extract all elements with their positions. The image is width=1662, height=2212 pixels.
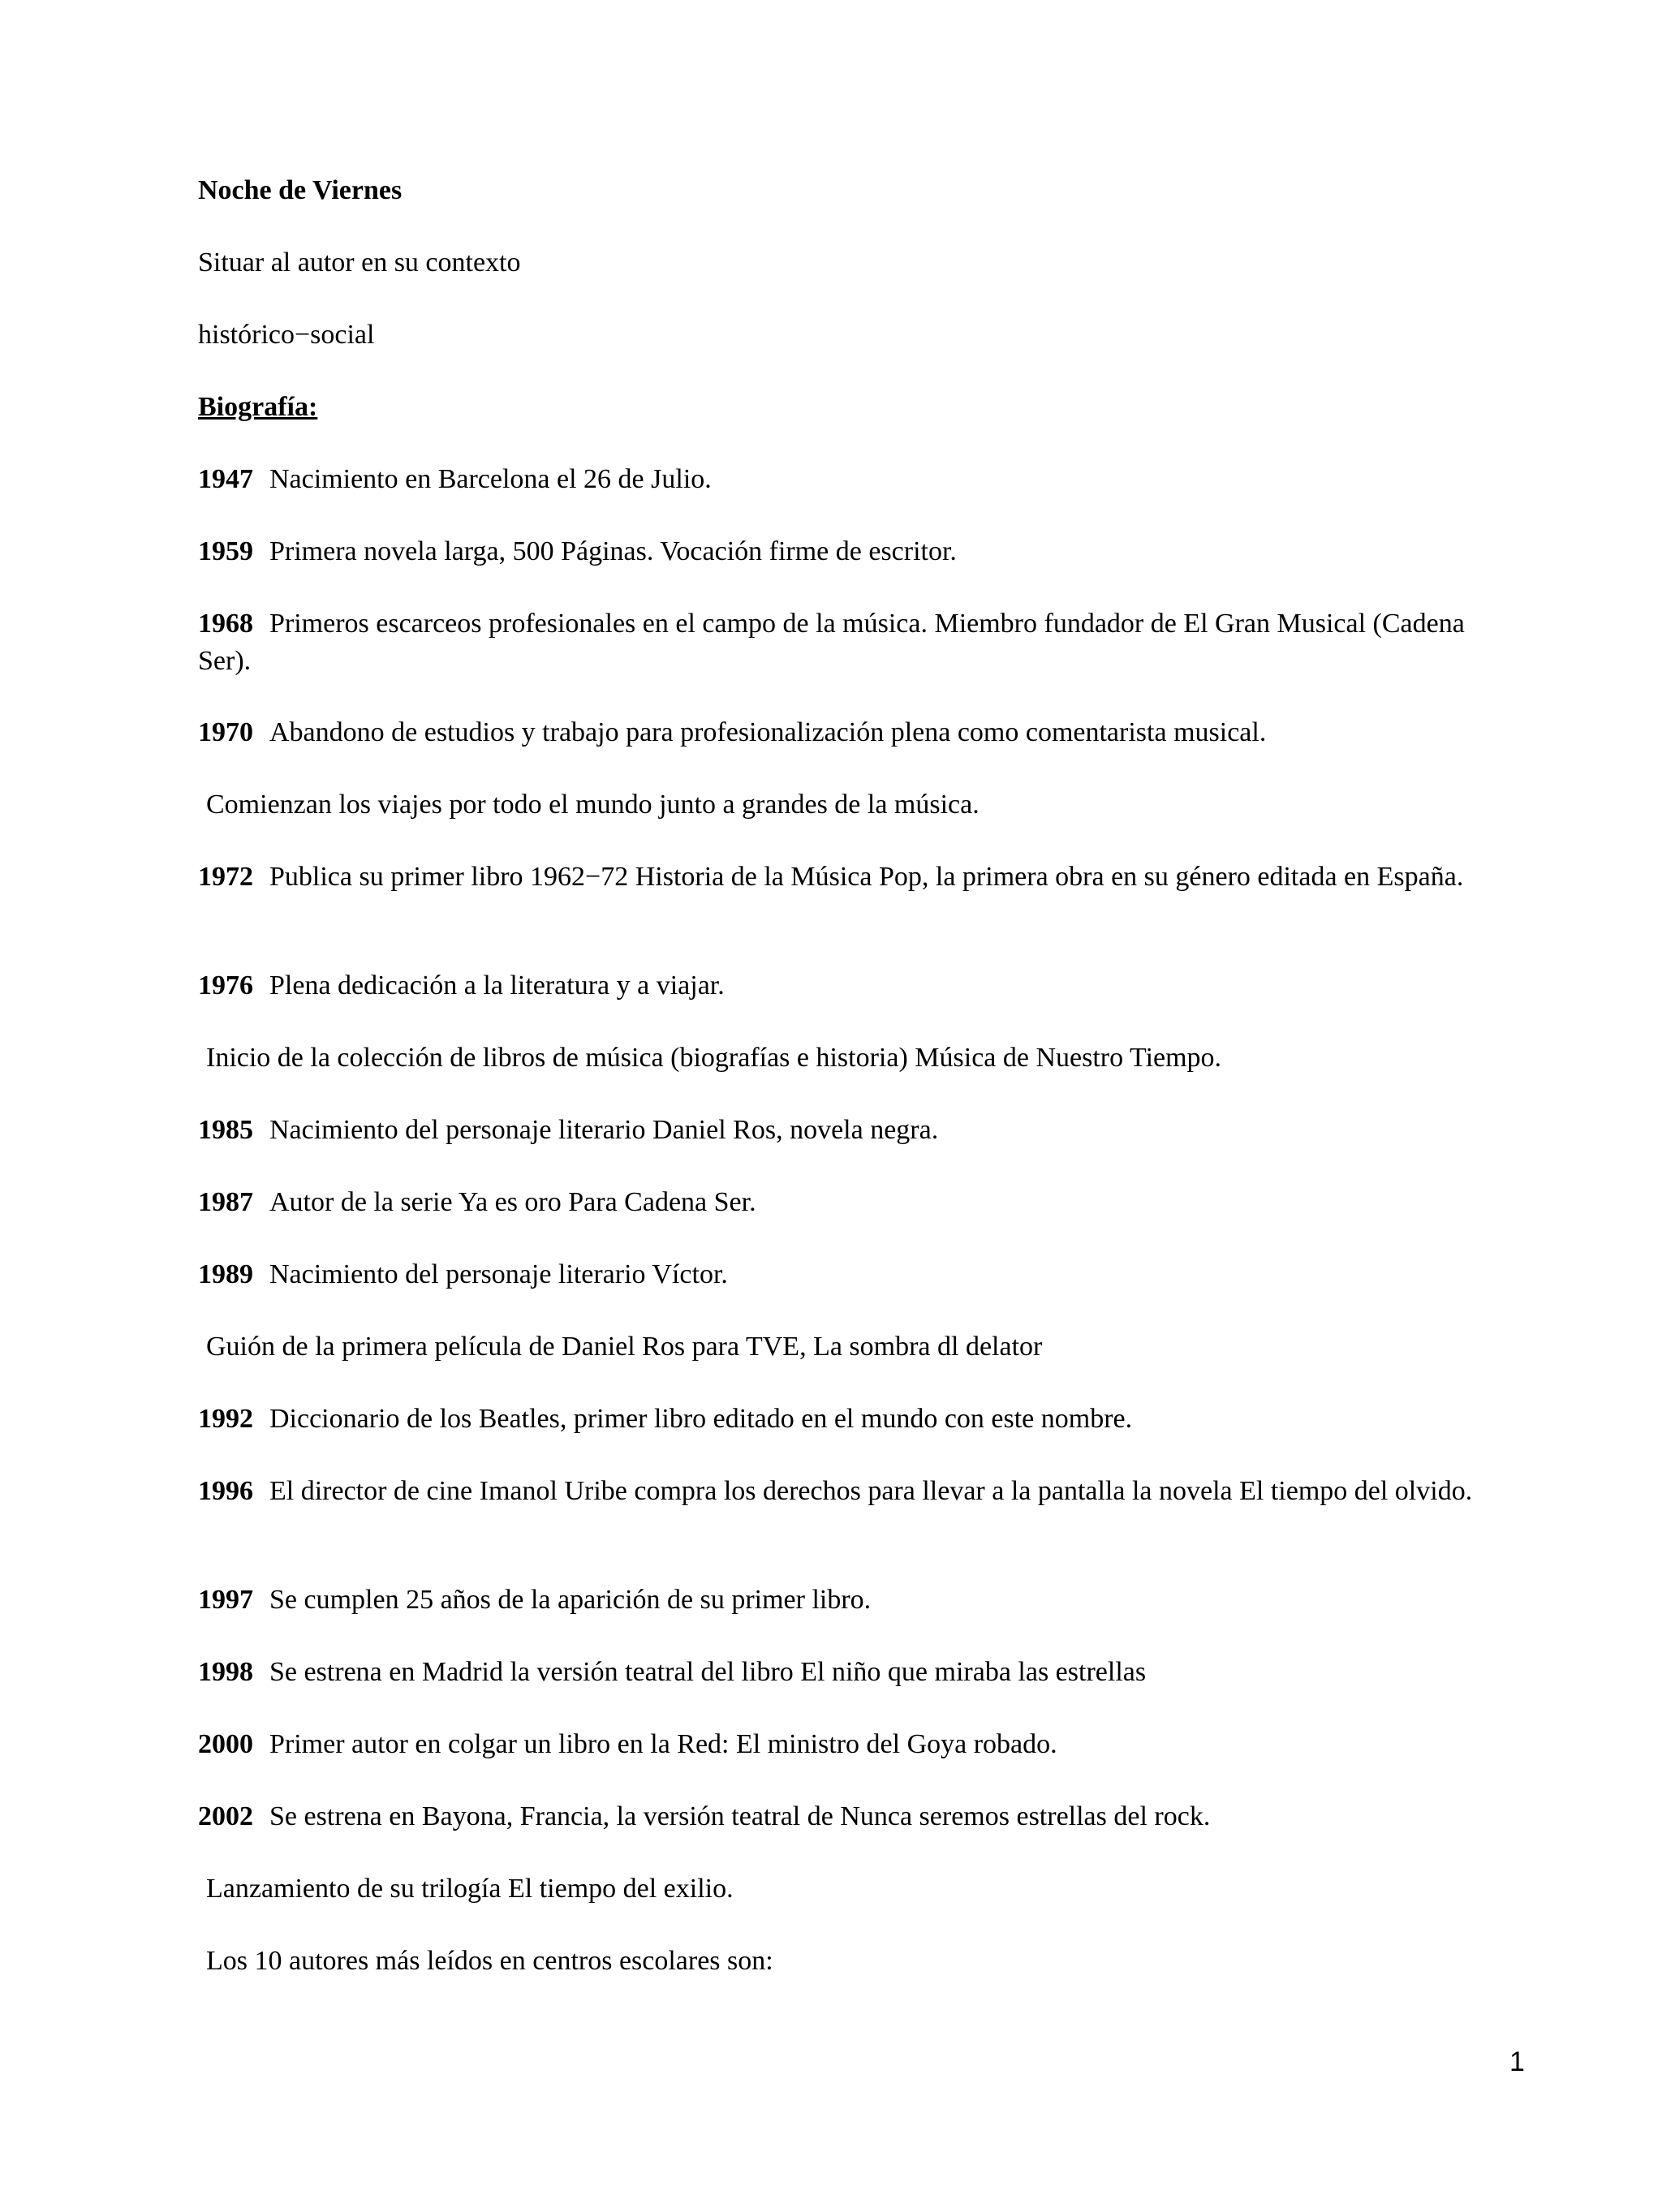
- entry-year: 1972: [198, 862, 253, 892]
- biography-entry-continuation: [198, 1328, 1521, 1366]
- entry-year: 1959: [198, 536, 253, 566]
- entry-text: Inicio de la colección de libros de música (biografías e historia) Música de Nuestro Tiempo.: [206, 1043, 1222, 1073]
- subtitle-line-1: Situar al autor en su contexto: [198, 247, 521, 278]
- entry-text: Primer autor en colgar un libro en la Red: El ministro del Goya robado.: [269, 1729, 1057, 1759]
- entry-text: Primera novela larga, 500 Páginas. Vocación firme de escritor.: [269, 536, 957, 566]
- biography-entry: [198, 1654, 1513, 1691]
- biography-entry-continuation: [198, 786, 1521, 824]
- biography-entry: [198, 1184, 1513, 1221]
- entry-year: 1976: [198, 970, 253, 1001]
- entry-text: Nacimiento del personaje literario Daniel Ros, novela negra.: [269, 1115, 939, 1145]
- entry-text: Se estrena en Madrid la versión teatral del libro El niño que miraba las estrellas: [269, 1657, 1147, 1687]
- biography-heading: Biografía:: [198, 392, 318, 422]
- entry-text: Diccionario de los Beatles, primer libro editado en el mundo con este nombre.: [269, 1404, 1133, 1434]
- entry-year: 1968: [198, 609, 253, 639]
- entry-text: Publica su primer libro 1962−72 Historia de la Música Pop, la primera obra en su género editada en España.: [269, 862, 1464, 892]
- entry-text: Los 10 autores más leídos en centros escolares son:: [206, 1946, 773, 1976]
- entry-text: Nacimiento en Barcelona el 26 de Julio.: [269, 464, 712, 494]
- entry-text: Plena dedicación a la literatura y a viajar.: [269, 970, 725, 1001]
- entry-year: 1970: [198, 717, 253, 747]
- entry-year: 1985: [198, 1115, 253, 1145]
- biography-entry: [198, 714, 1513, 751]
- biography-entry: [198, 1798, 1513, 1835]
- entry-year: 1947: [198, 464, 253, 494]
- biography-entry: [198, 1112, 1513, 1149]
- biography-entry: [198, 859, 1513, 896]
- entry-year: 1989: [198, 1259, 253, 1289]
- biography-entry-continuation: [198, 1039, 1521, 1077]
- biography-entry: [198, 1582, 1513, 1619]
- biography-entry: [198, 1256, 1513, 1293]
- entry-year: 1998: [198, 1657, 253, 1687]
- biography-entry-continuation: [198, 1870, 1521, 1908]
- entry-text: Guión de la primera película de Daniel Ros para TVE, La sombra dl delator: [206, 1332, 1043, 1362]
- biography-entry: [198, 1726, 1513, 1763]
- biography-entry: [198, 1401, 1513, 1438]
- biography-entry: [198, 533, 1513, 570]
- page-number: 1: [1509, 2046, 1525, 2077]
- subtitle-line-2: histórico−social: [198, 320, 375, 350]
- entry-text: Autor de la serie Ya es oro Para Cadena Ser.: [269, 1187, 756, 1217]
- entry-year: 2002: [198, 1801, 253, 1831]
- entry-text: Lanzamiento de su trilogía El tiempo del exilio.: [206, 1874, 734, 1904]
- entry-text: El director de cine Imanol Uribe compra los derechos para llevar a la pantalla la novela El tiempo del olvido.: [269, 1476, 1473, 1506]
- biography-entry: [198, 967, 1513, 1005]
- entry-year: 1992: [198, 1404, 253, 1434]
- entry-text: Se estrena en Bayona, Francia, la versión teatral de Nunca seremos estrellas del rock.: [269, 1801, 1211, 1831]
- entry-text: Abandono de estudios y trabajo para profesionalización plena como comentarista musical.: [269, 717, 1267, 747]
- biography-entry-continuation: [198, 1943, 1521, 1980]
- entry-text: Primeros escarceos profesionales en el campo de la música. Miembro fundador de El Gran Musical (Cadena Ser).: [198, 609, 1465, 676]
- entry-text: Nacimiento del personaje literario Víctor.: [269, 1259, 728, 1289]
- entry-text: Comienzan los viajes por todo el mundo junto a grandes de la música.: [206, 790, 980, 820]
- entry-text: Se cumplen 25 años de la aparición de su primer libro.: [269, 1585, 872, 1615]
- biography-entry: [198, 1473, 1513, 1510]
- entry-year: 2000: [198, 1729, 253, 1759]
- biography-entry: [198, 461, 1513, 498]
- entry-year: 1987: [198, 1187, 253, 1217]
- entry-year: 1996: [198, 1476, 253, 1506]
- document-title: Noche de Viernes: [198, 175, 403, 205]
- entry-year: 1997: [198, 1585, 253, 1615]
- biography-entry: [198, 605, 1513, 680]
